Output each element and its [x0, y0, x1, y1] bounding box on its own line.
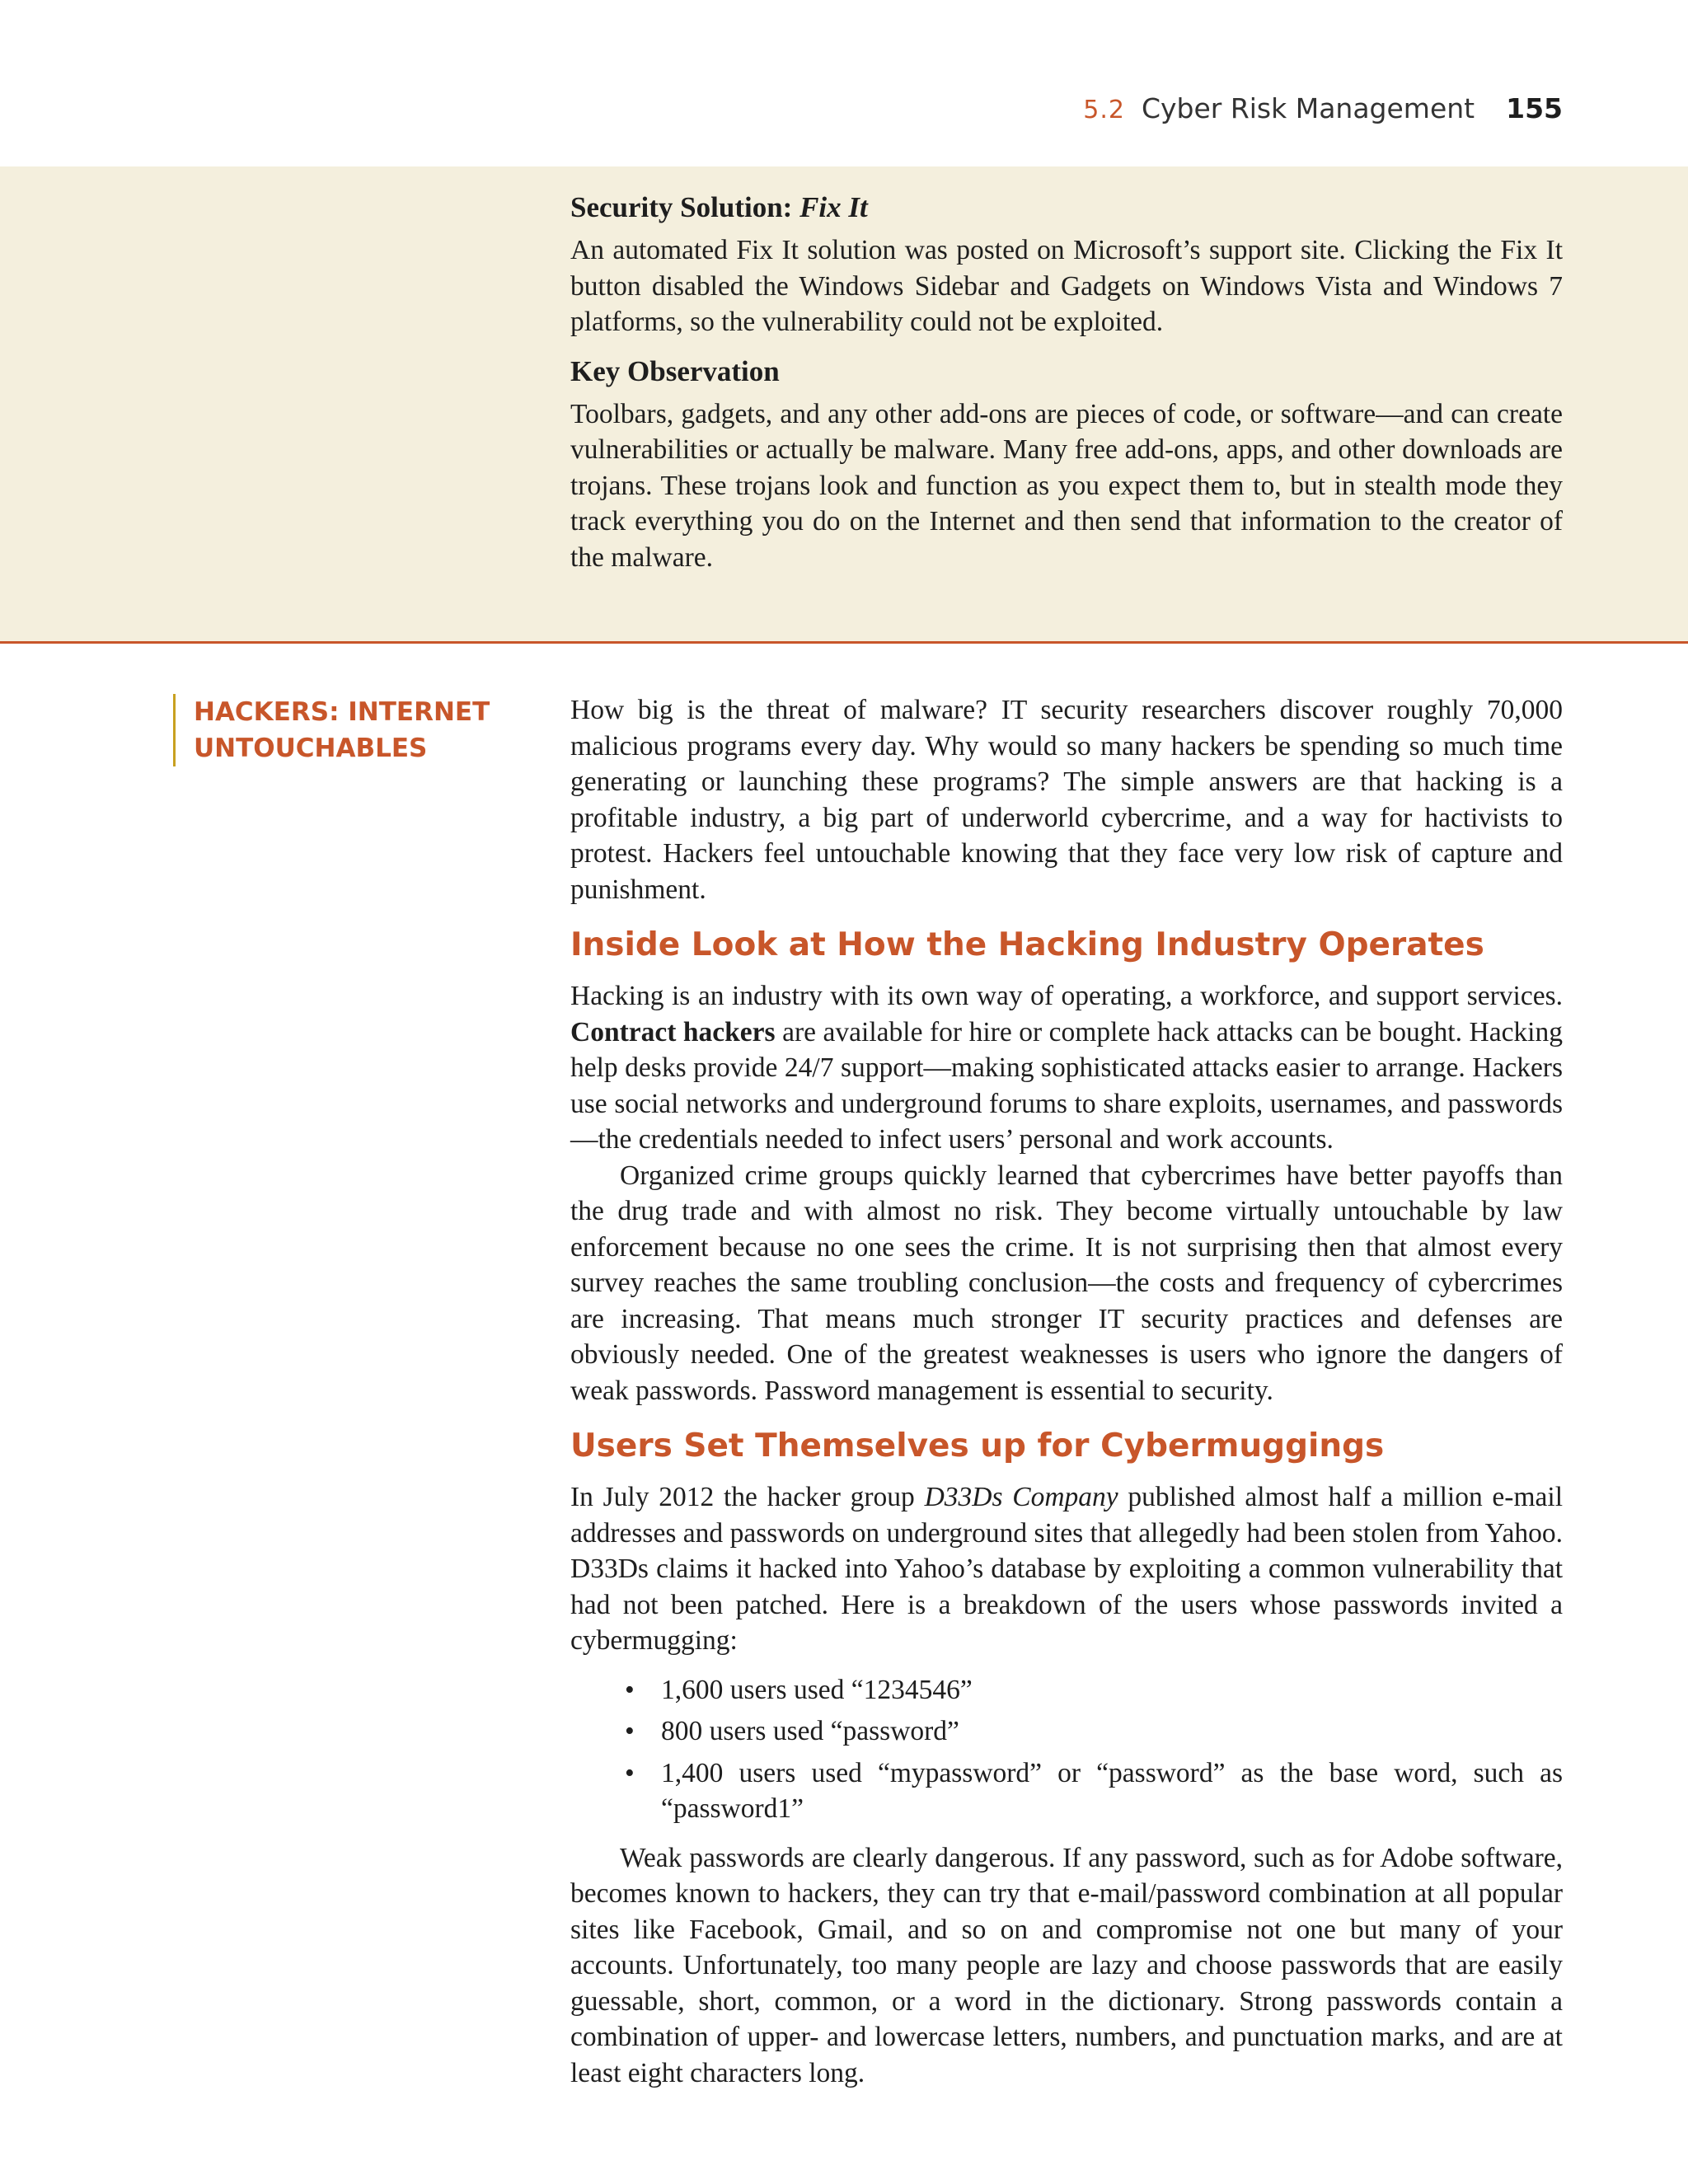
solution-name: Fix It [799, 191, 868, 223]
organized-crime-paragraph: Organized crime groups quickly learned that cybercrimes have better payoffs than the drug trade and with almost no risk. They become virtually untouchable by law enforcement because no one sees the crime. It is not surprising then that almost every survey reaches the same troubling conclusion—the costs and frequency of cybercrimes are increasing. That means much stronger IT security practices and defenses are obviously needed. One of the greatest weaknesses is users who ignore the dangers of weak passwords. Password management is essential to security. [570, 1160, 1563, 1406]
bullet-icon: • [625, 1674, 635, 1705]
security-solution-box [0, 166, 1688, 644]
margin-heading [173, 694, 540, 766]
list-item-text: 800 users used “password” [661, 1716, 959, 1746]
list-item [570, 1755, 1563, 1827]
p1-start: Hacking is an industry with its own way of operating, a workforce, and support services. [570, 981, 1563, 1011]
p3-rest: published almost half a million e-mail addresses and passwords on underground sites that allegedly had been stolen from Yahoo. D33Ds claims it hacked into Yahoo’s database by exploiting a common vulnerability that had not been patched. Here is a breakdown of the users whose passwords invited a cybermugging: [570, 1482, 1563, 1656]
page-number: 155 [1506, 92, 1563, 124]
d33ds-paragraph [570, 1479, 1563, 1659]
d33ds-company-name: D33Ds Company [924, 1482, 1118, 1512]
password-stats-list [570, 1672, 1563, 1827]
p3-start: In July 2012 the hacker group [570, 1482, 925, 1512]
running-header [1083, 92, 1563, 124]
main-column [570, 692, 1563, 2091]
box-content [570, 191, 1563, 590]
list-item [570, 1713, 1563, 1750]
solution-heading [570, 191, 1563, 224]
section-title: Cyber Risk Management [1141, 92, 1475, 124]
solution-label: Security Solution: [570, 191, 793, 223]
bullet-icon: • [625, 1757, 635, 1788]
section-heading-cybermuggings: Users Set Themselves up for Cybermuggings [570, 1427, 1385, 1465]
section-number: 5.2 [1083, 96, 1125, 124]
observation-text: Toolbars, gadgets, and any other add-ons are pieces of code, or software—and can create vulnerabilities or actually be malware. Many free add-ons, apps, and other downloads are trojans. These trojans look and function as you expect them to, but in stealth mode they track everything you do on the Internet and then send that information to the creator of the malware. [570, 398, 1563, 573]
solution-text: An automated Fix It solution was posted on Microsoft’s support site. Clicking the Fix It button disabled the Windows Sidebar and Gadgets on Windows Vista and Windows 7 platforms, so the vulnerability could not be exploited. [570, 235, 1563, 337]
section-heading-hacking-industry: Inside Look at How the Hacking Industry Operates [570, 926, 1484, 963]
margin-heading-line2: UNTOUCHABLES [194, 733, 428, 763]
margin-heading-line1: HACKERS: INTERNET [194, 697, 490, 727]
intro-paragraph: How big is the threat of malware? IT security researchers discover roughly 70,000 malicious programs every day. Why would so many hackers be spending so much time generating or launching these programs? The simple answers are that hacking is a profitable industry, a big part of underworld cybercrime, and a way for hactivists to protest. Hackers feel untouchable knowing that they face very low risk of capture and punishment. [570, 695, 1563, 905]
weak-passwords-paragraph: Weak passwords are clearly dangerous. If any password, such as for Adobe software, becomes known to hackers, they can try that e-mail/password combination at all popular sites like Facebook, Gmail, and so on and compromise not one but many of your accounts. Unfortunately, too many people are lazy and choose passwords that are easily guessable, short, common, or a word in the dictionary. Strong passwords contain a combination of upper- and lowercase letters, numbers, and punctuation marks, and are at least eight characters long. [570, 1842, 1563, 2088]
list-item [570, 1672, 1563, 1708]
list-item-text: 1,600 users used “1234546” [661, 1674, 973, 1705]
contract-hackers-term: Contract hackers [570, 1016, 776, 1047]
p1-rest: are available for hire or complete hack attacks can be bought. Hacking help desks provide 24/7 support—making sophisticated attacks easier to arrange. Hackers use social networks and underground forums to share exploits, usernames, and passwords—the credentials needed to infect users’ personal and work accounts. [570, 1016, 1563, 1155]
hacking-industry-paragraph [570, 978, 1563, 1158]
bullet-icon: • [625, 1716, 635, 1746]
list-item-text: 1,400 users used “mypassword” or “password” as the base word, such as “password1” [661, 1757, 1563, 1824]
observation-heading: Key Observation [570, 354, 780, 387]
